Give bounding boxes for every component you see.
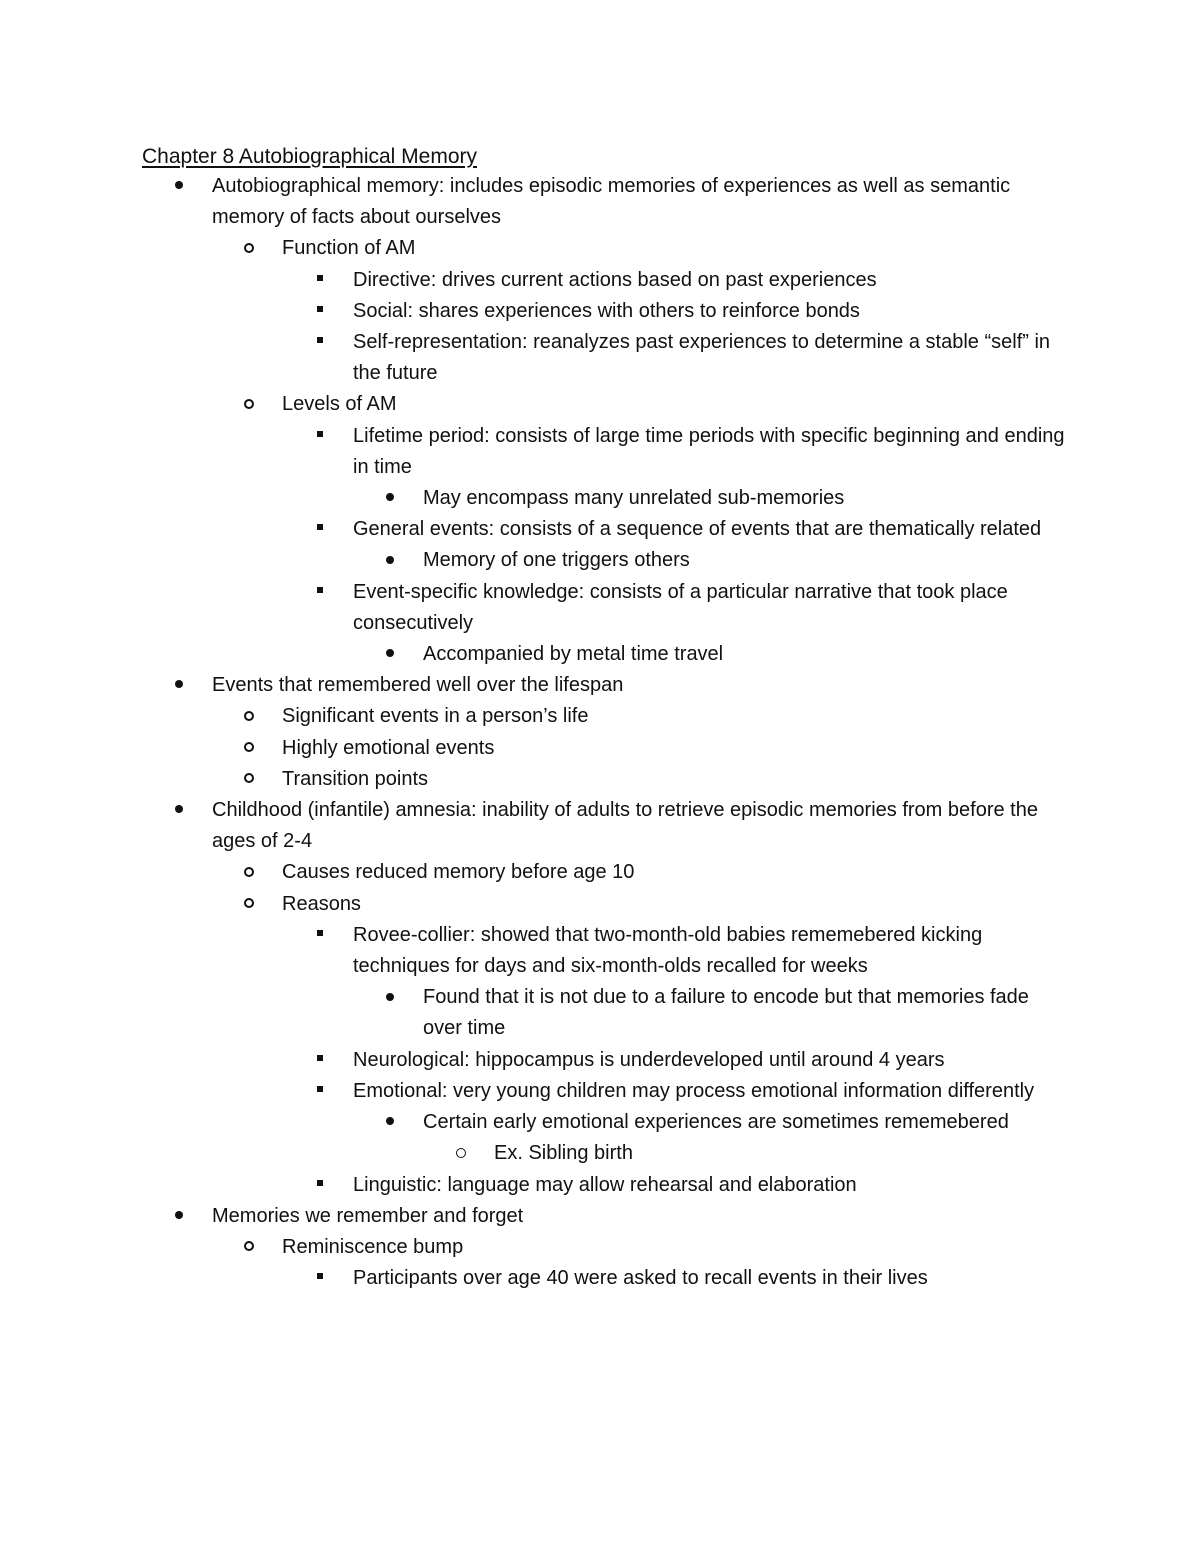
bullet-disc-icon [370,545,410,576]
list-item [353,577,1072,639]
list-item [282,764,1072,795]
bullet-circle-icon [229,764,269,795]
bullet-circle-icon [229,1232,269,1263]
list-item-text: Memory of one triggers others [423,549,690,572]
bullet-disc-icon [159,670,199,701]
list-item [353,265,1072,296]
list-item [423,982,1072,1044]
list-item-text: Reasons [282,892,361,915]
list-item-text: May encompass many unrelated sub-memories [423,487,845,510]
list-item-text: Events that remembered well over the lifespan [212,674,624,697]
list-item [353,296,1072,327]
list-item [353,1263,1072,1294]
list-item [353,920,1072,982]
list-item-text: Lifetime period: consists of large time periods with specific beginning and ending in time [353,424,1065,478]
list-item-text: Found that it is not due to a failure to encode but that memories fade over time [423,986,1029,1040]
list-item-text: Social: shares experiences with others to reinforce bonds [353,299,860,322]
list-item-text: Significant events in a person’s life [282,705,589,728]
list-item-text: Accompanied by metal time travel [423,643,724,666]
bullet-square-icon [300,1076,340,1107]
list-item [353,1045,1072,1076]
list-item [494,1138,1072,1169]
list-item [282,857,1072,888]
bullet-square-icon [300,920,340,951]
list-item [353,1076,1072,1107]
list-item [212,171,1072,233]
list-item-text: Function of AM [282,237,416,260]
list-item [282,389,1072,420]
outline-list [142,171,1072,1294]
list-item-text: General events: consists of a sequence of events that are thematically related [353,518,1042,541]
bullet-circle-icon [229,701,269,732]
bullet-square-icon [300,577,340,608]
bullet-square-icon [300,265,340,296]
bullet-circle-icon [229,857,269,888]
list-item [423,1107,1072,1138]
bullet-square-icon [300,296,340,327]
bullet-square-icon [300,514,340,545]
document-body [142,143,1072,1294]
list-item [353,421,1072,483]
list-item-text: Childhood (infantile) amnesia: inability of adults to retrieve episodic memories from before the ages of 2-4 [212,799,1038,853]
list-item-text: Reminiscence bump [282,1235,464,1258]
list-item [353,327,1072,389]
list-item [282,889,1072,920]
list-item [282,1232,1072,1263]
bullet-disc-icon [370,982,410,1013]
list-item [212,1201,1072,1232]
bullet-disc-icon [370,639,410,670]
list-item [212,670,1072,701]
bullet-disc-icon [159,1201,199,1232]
list-item-text: Transition points [282,767,428,790]
list-item [423,545,1072,576]
list-item [212,795,1072,857]
bullet-disc-icon [370,483,410,514]
list-item [282,733,1072,764]
list-item-text: Ex. Sibling birth [494,1142,633,1165]
list-item-text: Emotional: very young children may process emotional information differently [353,1079,1035,1102]
list-item [353,514,1072,545]
list-item [423,639,1072,670]
bullet-circle-icon [229,233,269,264]
bullet-square-icon [300,1263,340,1294]
bullet-circle-icon [229,389,269,420]
bullet-square-icon [300,327,340,358]
bullet-disc-icon [159,795,199,826]
list-item [353,1170,1072,1201]
list-item-text: Autobiographical memory: includes episodic memories of experiences as well as semantic memory of facts about ourselves [212,175,1011,229]
bullet-circle-icon [441,1138,481,1169]
list-item-text: Rovee-collier: showed that two-month-old babies rememebered kicking techniques for days and six-month-olds recalled for weeks [353,923,983,978]
page-title: Chapter 8 Autobiographical Memory [142,145,478,168]
list-item-text: Linguistic: language may allow rehearsal and elaboration [353,1173,857,1196]
bullet-square-icon [300,421,340,452]
list-item-text: Self-representation: reanalyzes past experiences to determine a stable “self” in the future [353,331,1051,385]
bullet-disc-icon [370,1107,410,1138]
bullet-square-icon [300,1045,340,1076]
list-item-text: Event-specific knowledge: consists of a particular narrative that took place consecutively [353,580,1008,634]
list-item [423,483,1072,514]
bullet-circle-icon [229,733,269,764]
list-item-text: Highly emotional events [282,736,495,759]
list-item-text: Memories we remember and forget [212,1204,524,1227]
bullet-circle-icon [229,889,269,920]
list-item-text: Neurological: hippocampus is underdeveloped until around 4 years [353,1048,945,1071]
list-item-text: Participants over age 40 were asked to recall events in their lives [353,1267,928,1290]
list-item-text: Levels of AM [282,393,397,416]
list-item-text: Directive: drives current actions based on past experiences [353,268,877,291]
list-item-text: Causes reduced memory before age 10 [282,861,635,884]
bullet-disc-icon [159,171,199,202]
list-item-text: Certain early emotional experiences are sometimes rememebered [423,1111,1009,1134]
list-item [282,233,1072,264]
bullet-square-icon [300,1170,340,1201]
list-item [282,701,1072,732]
